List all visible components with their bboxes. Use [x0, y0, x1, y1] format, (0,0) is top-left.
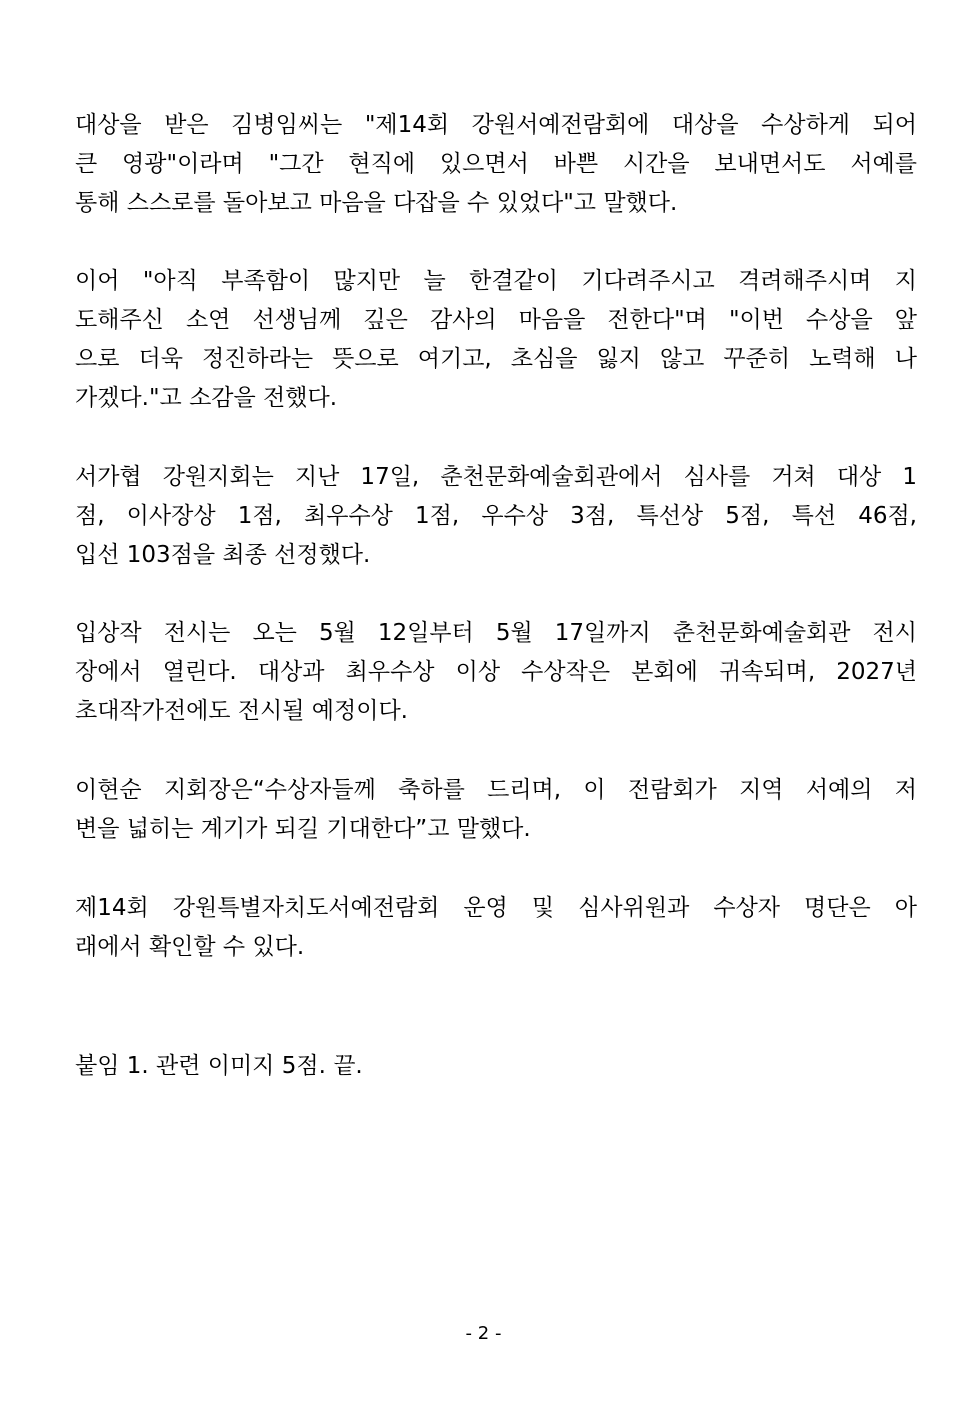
paragraph-line: 도해주신 소연 선생님께 깊은 감사의 마음을 전한다"며 "이번 수상을 앞 — [75, 307, 917, 333]
paragraph-line: 점, 이사장상 1점, 최우수상 1점, 우수상 3점, 특선상 5점, 특선 46점, — [75, 503, 917, 529]
attachment-note: 붙임 1. 관련 이미지 5점. 끝. — [75, 1053, 363, 1079]
paragraph-line: 장에서 열린다. 대상과 최우수상 이상 수상작은 본회에 귀속되며, 2027년 — [75, 659, 917, 685]
paragraph-line: 이어 "아직 부족함이 많지만 늘 한결같이 기다려주시고 격려해주시며 지 — [75, 268, 917, 294]
paragraph-line: 이현순 지회장은“수상자들께 축하를 드리며, 이 전람회가 지역 서예의 저 — [75, 777, 917, 803]
paragraph-branch-president-remarks — [75, 771, 917, 849]
paragraph-line: 큰 영광"이라며 "그간 현직에 있으면서 바쁜 시간을 보내면서도 서예를 — [75, 151, 917, 177]
paragraph-line: 변을 넓히는 계기가 되길 기대한다”고 말했다. — [75, 816, 531, 842]
paragraph-line: 가겠다."고 소감을 전했다. — [75, 385, 338, 411]
paragraph-line: 래에서 확인할 수 있다. — [75, 934, 305, 960]
paragraph-line: 통해 스스로를 돌아보고 마음을 다잡을 수 있었다"고 말했다. — [75, 190, 678, 216]
paragraph-exhibition-schedule — [75, 614, 917, 731]
paragraph-line: 서가협 강원지회는 지난 17일, 춘천문화예술회관에서 심사를 거쳐 대상 1 — [75, 464, 917, 490]
paragraph-winner-list-notice — [75, 889, 917, 967]
paragraph-award-winner-remarks — [75, 106, 917, 223]
paragraph-selection-results — [75, 458, 917, 575]
paragraph-line: 입선 103점을 최종 선정했다. — [75, 542, 371, 568]
paragraph-line: 초대작가전에도 전시될 예정이다. — [75, 698, 408, 724]
page-number: - 2 - — [465, 1323, 502, 1344]
paragraph-thanks-to-teacher — [75, 262, 917, 418]
paragraph-line: 입상작 전시는 오는 5월 12일부터 5월 17일까지 춘천문화예술회관 전시 — [75, 620, 917, 646]
paragraph-line: 으로 더욱 정진하라는 뜻으로 여기고, 초심을 잃지 않고 꾸준히 노력해 나 — [75, 346, 917, 372]
paragraph-line: 대상을 받은 김병임씨는 "제14회 강원서예전람회에 대상을 수상하게 되어 — [75, 112, 917, 138]
paragraph-line: 제14회 강원특별자치도서예전람회 운영 및 심사위원과 수상자 명단은 아 — [75, 895, 917, 921]
